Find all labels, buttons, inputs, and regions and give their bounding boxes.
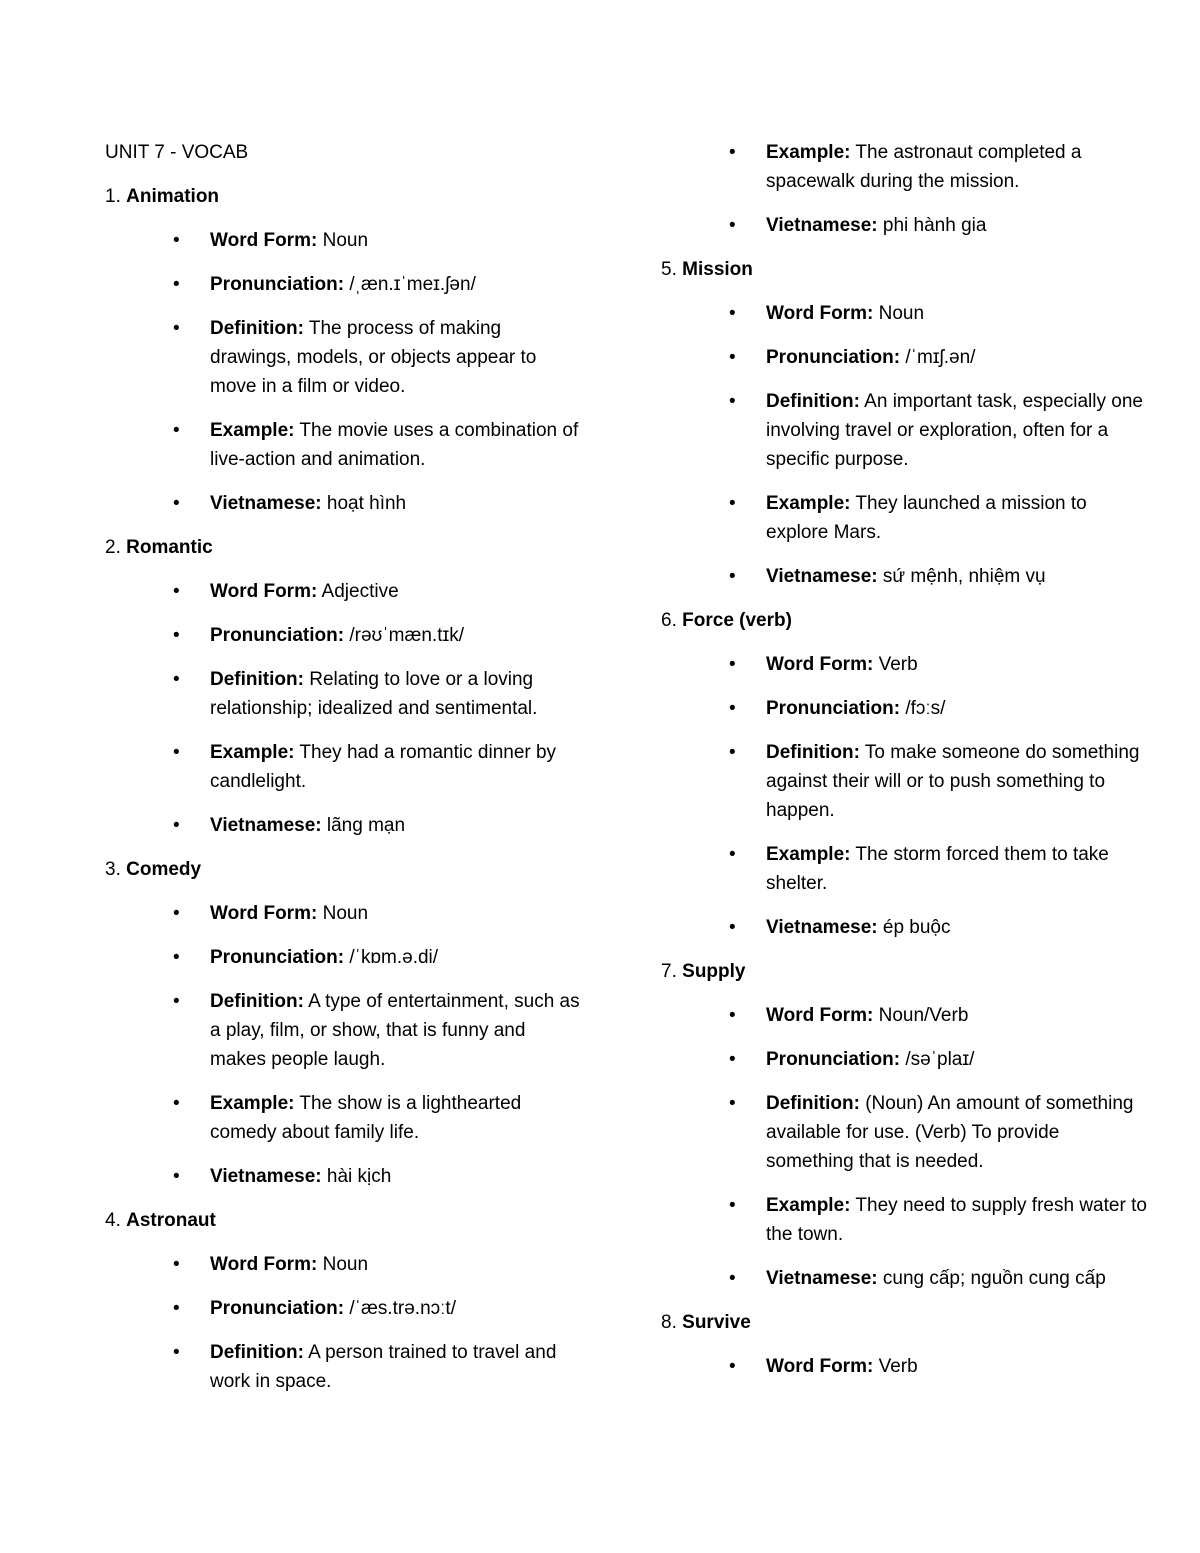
field-label: Pronunciation: [766,347,901,368]
entry-fields [661,650,1151,942]
field-label: Definition: [766,391,860,412]
entry-word: Survive [682,1312,751,1333]
entry-heading [661,255,1151,284]
bullet-icon: • [729,566,736,587]
field-value: Noun/Verb [878,1005,969,1026]
field-pronunciation [105,943,585,972]
field-word-form [661,1352,1151,1381]
field-label: Word Form: [210,903,318,924]
field-value: They need to supply fresh water to the town. [766,1195,1147,1245]
field-value: Noun [322,903,369,924]
field-label: Definition: [210,669,304,690]
field-example [105,416,585,474]
entry-fields [105,577,585,840]
field-example [105,738,585,796]
field-label: Vietnamese: [766,566,878,587]
field-value: The show is a lighthearted comedy about family life. [210,1093,522,1143]
field-word-form [105,899,585,928]
field-value: Noun [322,1254,369,1275]
bullet-icon: • [173,1254,180,1275]
field-vietnamese [105,811,585,840]
field-label: Pronunciation: [210,1298,345,1319]
bullet-icon: • [173,742,180,763]
field-definition [105,987,585,1074]
bullet-icon: • [173,230,180,251]
field-value: Relating to love or a loving relationship; idealized and sentimental. [210,669,538,719]
entry-number: 7. [661,961,677,982]
bullet-icon: • [729,1049,736,1070]
entry-heading [105,855,585,884]
field-value: Adjective [321,581,399,602]
field-label: Example: [210,742,295,763]
entry-heading [661,1308,1151,1337]
bullet-icon: • [729,493,736,514]
entry-number: 6. [661,610,677,631]
field-label: Example: [766,142,851,163]
field-value: hài kịch [326,1166,392,1187]
field-value: lãng mạn [326,815,406,836]
entry-number: 3. [105,859,121,880]
field-vietnamese [661,1264,1151,1293]
field-label: Definition: [210,318,304,339]
field-word-form [105,226,585,255]
field-definition [661,387,1151,474]
field-value: Noun [878,303,925,324]
bullet-icon: • [173,581,180,602]
bullet-icon: • [729,698,736,719]
bullet-icon: • [173,274,180,295]
field-example [661,138,1151,196]
field-example [661,1191,1151,1249]
field-vietnamese [105,1162,585,1191]
field-value: A person trained to travel and work in space. [210,1342,557,1392]
field-example [661,840,1151,898]
field-label: Pronunciation: [210,625,345,646]
bullet-icon: • [173,318,180,339]
field-label: Pronunciation: [766,698,901,719]
field-vietnamese [661,211,1151,240]
field-label: Example: [210,420,295,441]
entry-word: Astronaut [126,1210,216,1231]
field-label: Definition: [766,742,860,763]
left-column [105,138,585,1411]
field-pronunciation [105,1294,585,1323]
entry-word: Romantic [126,537,213,558]
field-label: Word Form: [210,1254,318,1275]
field-value: They had a romantic dinner by candlelight. [210,742,557,792]
entry-number: 8. [661,1312,677,1333]
field-label: Example: [766,493,851,514]
field-value: The process of making drawings, models, or objects appear to move in a film or video. [210,318,537,397]
field-definition [661,1089,1151,1176]
field-pronunciation [661,343,1151,372]
bullet-icon: • [729,1005,736,1026]
bullet-icon: • [173,947,180,968]
field-value: The astronaut completed a spacewalk during the mission. [766,142,1082,192]
field-word-form [105,1250,585,1279]
field-word-form [105,577,585,606]
field-label: Vietnamese: [766,1268,878,1289]
field-label: Example: [766,844,851,865]
vocab-entry-romantic [105,533,585,840]
bullet-icon: • [729,215,736,236]
entry-word: Comedy [126,859,202,880]
field-example [105,1089,585,1147]
vocab-entry-astronaut [105,1206,585,1396]
field-label: Vietnamese: [766,917,878,938]
field-label: Vietnamese: [210,815,322,836]
bullet-icon: • [729,1195,736,1216]
field-value: /fɔːs/ [905,698,946,719]
field-label: Word Form: [766,1356,874,1377]
bullet-icon: • [729,742,736,763]
field-label: Definition: [210,991,304,1012]
field-label: Pronunciation: [766,1049,901,1070]
bullet-icon: • [729,142,736,163]
field-label: Word Form: [210,581,318,602]
field-vietnamese [661,913,1151,942]
field-value: To make someone do something against their will or to push something to happen. [766,742,1140,821]
field-word-form [661,650,1151,679]
field-word-form [661,299,1151,328]
field-value: Noun [322,230,369,251]
field-value: The storm forced them to take shelter. [766,844,1109,894]
bullet-icon: • [729,654,736,675]
right-column [661,138,1151,1396]
entry-number: 4. [105,1210,121,1231]
vocab-entry-animation [105,182,585,518]
field-definition [661,738,1151,825]
entry-fields [105,899,585,1191]
vocab-entry-survive [661,1308,1151,1381]
field-value: Verb [878,654,918,675]
bullet-icon: • [729,1268,736,1289]
entry-heading [105,182,585,211]
field-word-form [661,1001,1151,1030]
entry-heading [661,957,1151,986]
bullet-icon: • [173,625,180,646]
entry-fields [661,1001,1151,1293]
field-value: sứ mệnh, nhiệm vụ [882,566,1046,587]
field-label: Vietnamese: [766,215,878,236]
bullet-icon: • [173,991,180,1012]
vocab-entry-force [661,606,1151,942]
field-value: (Noun) An amount of something available for use. (Verb) To provide something that is needed. [766,1093,1134,1172]
field-value: The movie uses a combination of live-action and animation. [210,420,579,470]
bullet-icon: • [173,1093,180,1114]
bullet-icon: • [173,1166,180,1187]
bullet-icon: • [729,303,736,324]
field-value: They launched a mission to explore Mars. [766,493,1087,543]
entry-heading [661,606,1151,635]
field-value: phi hành gia [882,215,987,236]
entry-number: 2. [105,537,121,558]
bullet-icon: • [173,420,180,441]
field-value: A type of entertainment, such as a play, film, or show, that is funny and makes people laugh. [210,991,580,1070]
field-value: /səˈplaɪ/ [905,1049,975,1070]
bullet-icon: • [173,1342,180,1363]
vocab-entry-supply [661,957,1151,1293]
field-label: Word Form: [210,230,318,251]
entry-number: 1. [105,186,121,207]
field-definition [105,314,585,401]
bullet-icon: • [173,815,180,836]
field-value: /ˌæn.ɪˈmeɪ.ʃən/ [349,274,476,295]
field-label: Pronunciation: [210,947,345,968]
field-example [661,489,1151,547]
bullet-icon: • [729,844,736,865]
bullet-icon: • [729,347,736,368]
field-value: /ˈkɒm.ə.di/ [349,947,439,968]
field-value: /ˈmɪʃ.ən/ [905,347,976,368]
field-pronunciation [661,694,1151,723]
field-label: Definition: [766,1093,860,1114]
field-definition [105,665,585,723]
field-label: Vietnamese: [210,1166,322,1187]
field-pronunciation [105,621,585,650]
field-value: Verb [878,1356,918,1377]
bullet-icon: • [173,493,180,514]
bullet-icon: • [729,917,736,938]
bullet-icon: • [173,669,180,690]
field-value: ép buộc [882,917,951,938]
field-label: Word Form: [766,654,874,675]
entry-fields-continued [661,138,1151,240]
field-label: Definition: [210,1342,304,1363]
entry-fields [661,1352,1151,1381]
field-vietnamese [661,562,1151,591]
entry-number: 5. [661,259,677,280]
field-pronunciation [105,270,585,299]
field-label: Pronunciation: [210,274,345,295]
field-value: cung cấp; nguồn cung cấp [882,1268,1106,1289]
field-value: hoạt hình [326,493,407,514]
entry-word: Mission [682,259,753,280]
field-definition [105,1338,585,1396]
field-pronunciation [661,1045,1151,1074]
field-value: /rəʊˈmæn.tɪk/ [349,625,465,646]
field-label: Word Form: [766,303,874,324]
page-title: UNIT 7 - VOCAB [105,142,249,163]
bullet-icon: • [173,1298,180,1319]
entry-fields [105,1250,585,1396]
field-label: Example: [766,1195,851,1216]
entry-heading [105,533,585,562]
entry-heading [105,1206,585,1235]
bullet-icon: • [173,903,180,924]
field-label: Example: [210,1093,295,1114]
entry-fields [105,226,585,518]
bullet-icon: • [729,1093,736,1114]
bullet-icon: • [729,391,736,412]
field-value: An important task, especially one involving travel or exploration, often for a specific purpose. [766,391,1143,470]
entry-word: Force (verb) [682,610,792,631]
entry-word: Animation [126,186,220,207]
field-value: /ˈæs.trə.nɔːt/ [349,1298,456,1319]
bullet-icon: • [729,1356,736,1377]
field-vietnamese [105,489,585,518]
entry-fields [661,299,1151,591]
field-label: Word Form: [766,1005,874,1026]
vocab-entry-mission [661,255,1151,591]
vocab-entry-comedy [105,855,585,1191]
field-label: Vietnamese: [210,493,322,514]
entry-word: Supply [682,961,746,982]
